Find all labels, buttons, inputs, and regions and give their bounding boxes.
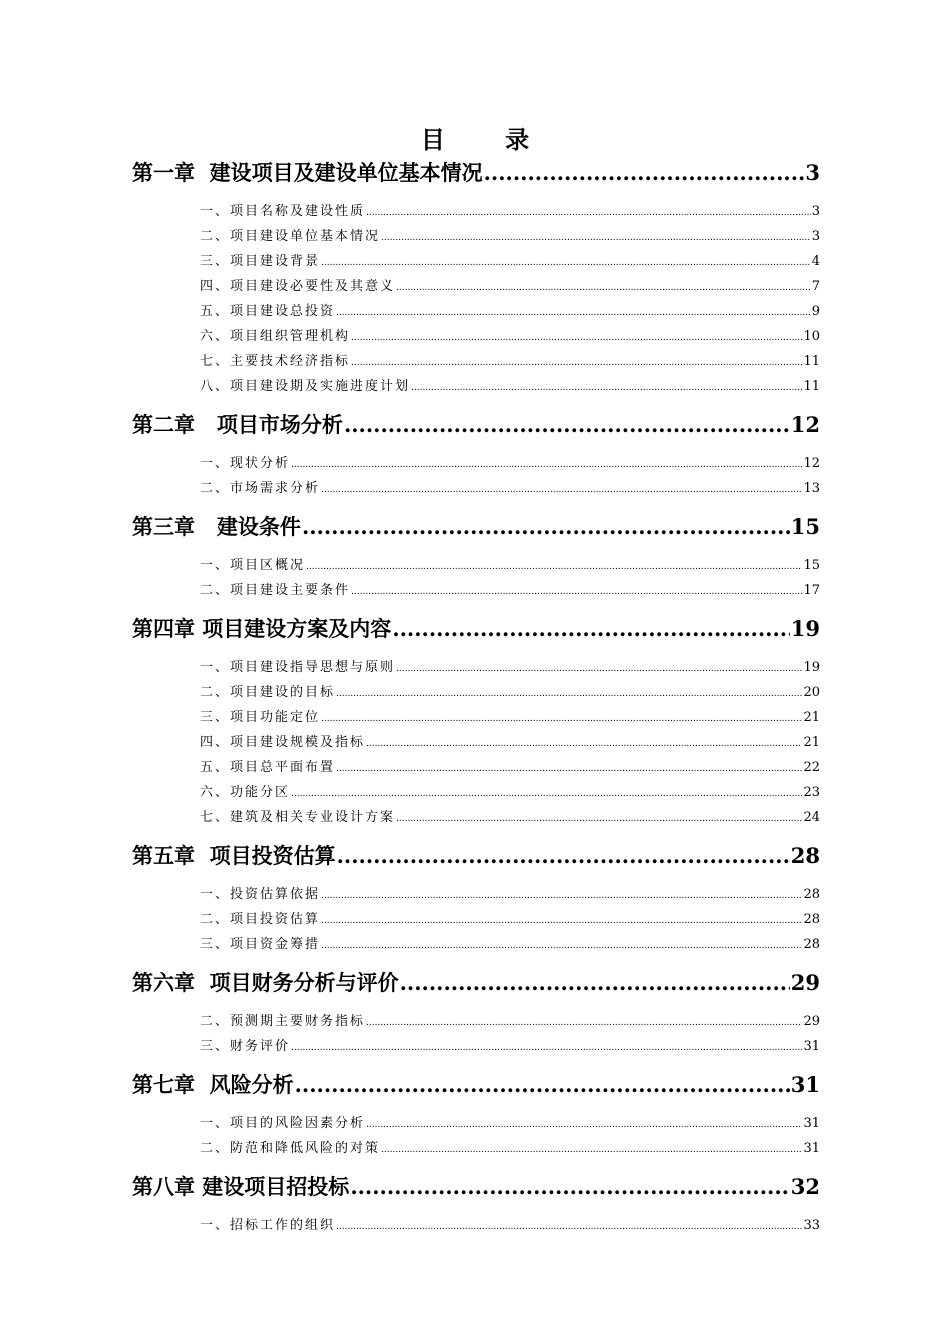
toc-section-entry[interactable] bbox=[132, 324, 820, 349]
section-title: 一、项目名称及建设性质 bbox=[200, 204, 366, 219]
chapter-page-number: 31 bbox=[790, 1072, 820, 1097]
leader-dots bbox=[351, 580, 802, 605]
chapter-page-number: 32 bbox=[790, 1174, 820, 1199]
section-title: 一、项目区概况 bbox=[200, 558, 306, 573]
chapter-page-number: 15 bbox=[790, 514, 820, 539]
leader-dots bbox=[336, 682, 802, 707]
leader-dots bbox=[336, 1215, 802, 1240]
section-title: 二、预测期主要财务指标 bbox=[200, 1014, 366, 1029]
leader-dots bbox=[336, 301, 811, 326]
toc-chapter-entry[interactable] bbox=[132, 407, 820, 443]
toc-section-entry[interactable] bbox=[132, 907, 820, 932]
section-page-number: 3 bbox=[811, 204, 820, 219]
section-page-number: 11 bbox=[803, 354, 820, 369]
section-page-number: 23 bbox=[803, 785, 820, 800]
leader-dots bbox=[321, 251, 811, 276]
section-title: 一、项目建设指导思想与原则 bbox=[200, 660, 396, 675]
leader-dots bbox=[396, 657, 802, 682]
section-page-number: 21 bbox=[803, 735, 820, 750]
toc-section-entry[interactable] bbox=[132, 1009, 820, 1034]
leader-dots bbox=[392, 611, 789, 647]
leader-dots bbox=[336, 757, 802, 782]
toc-section-entry[interactable] bbox=[132, 780, 820, 805]
section-page-number: 29 bbox=[803, 1014, 820, 1029]
toc-section-entry[interactable] bbox=[132, 705, 820, 730]
toc-section-entry[interactable] bbox=[132, 451, 820, 476]
toc-section-entry[interactable] bbox=[132, 274, 820, 299]
toc-section-entry[interactable] bbox=[132, 730, 820, 755]
section-page-number: 3 bbox=[811, 229, 820, 244]
leader-dots bbox=[351, 351, 802, 376]
section-title: 七、主要技术经济指标 bbox=[200, 354, 351, 369]
section-title: 三、项目建设背景 bbox=[200, 254, 321, 269]
section-page-number: 11 bbox=[803, 379, 820, 394]
toc-section-entry[interactable] bbox=[132, 578, 820, 603]
chapter-page-number: 28 bbox=[790, 843, 820, 868]
toc-chapter-entry[interactable] bbox=[132, 155, 820, 191]
section-page-number: 22 bbox=[803, 760, 820, 775]
leader-dots bbox=[350, 1169, 789, 1205]
section-page-number: 20 bbox=[803, 685, 820, 700]
toc-section-entry[interactable] bbox=[132, 932, 820, 957]
chapter-title: 第五章 项目投资估算 bbox=[132, 843, 336, 868]
toc-section-entry[interactable] bbox=[132, 476, 820, 501]
leader-dots bbox=[321, 909, 802, 934]
leader-dots bbox=[291, 1036, 802, 1061]
section-page-number: 31 bbox=[803, 1116, 820, 1131]
chapter-title: 第一章 建设项目及建设单位基本情况 bbox=[132, 160, 483, 185]
section-title: 四、项目建设规模及指标 bbox=[200, 735, 366, 750]
leader-dots bbox=[291, 453, 802, 478]
leader-dots bbox=[366, 1011, 802, 1036]
section-page-number: 17 bbox=[803, 583, 820, 598]
toc-section-entry[interactable] bbox=[132, 805, 820, 830]
leader-dots bbox=[411, 376, 802, 401]
section-page-number: 31 bbox=[803, 1039, 820, 1054]
section-page-number: 7 bbox=[811, 279, 820, 294]
section-title: 三、项目功能定位 bbox=[200, 710, 321, 725]
toc-section-entry[interactable] bbox=[132, 1213, 820, 1238]
toc-chapter-entry[interactable] bbox=[132, 1169, 820, 1205]
leader-dots bbox=[291, 782, 802, 807]
leader-dots bbox=[366, 732, 802, 757]
toc-section-entry[interactable] bbox=[132, 755, 820, 780]
toc-chapter-entry[interactable] bbox=[132, 509, 820, 545]
section-page-number: 21 bbox=[803, 710, 820, 725]
section-title: 三、财务评价 bbox=[200, 1039, 291, 1054]
leader-dots bbox=[321, 707, 802, 732]
leader-dots bbox=[295, 1067, 790, 1103]
toc-chapter-entry[interactable] bbox=[132, 611, 820, 647]
leader-dots bbox=[321, 478, 802, 503]
section-page-number: 28 bbox=[803, 937, 820, 952]
section-title: 八、项目建设期及实施进度计划 bbox=[200, 379, 411, 394]
section-title: 一、现状分析 bbox=[200, 456, 291, 471]
section-page-number: 4 bbox=[811, 254, 820, 269]
chapter-title: 第七章 风险分析 bbox=[132, 1072, 294, 1097]
section-page-number: 28 bbox=[803, 912, 820, 927]
leader-dots bbox=[400, 965, 790, 1001]
leader-dots bbox=[306, 555, 802, 580]
section-page-number: 24 bbox=[803, 810, 820, 825]
section-page-number: 9 bbox=[811, 304, 820, 319]
leader-dots bbox=[396, 276, 811, 301]
leader-dots bbox=[344, 407, 790, 443]
section-page-number: 31 bbox=[803, 1141, 820, 1156]
toc-section-entry[interactable] bbox=[132, 299, 820, 324]
toc-section-entry[interactable] bbox=[132, 249, 820, 274]
toc-section-entry[interactable] bbox=[132, 199, 820, 224]
toc-chapter-entry[interactable] bbox=[132, 838, 820, 874]
chapter-page-number: 3 bbox=[805, 160, 820, 185]
section-title: 一、招标工作的组织 bbox=[200, 1218, 336, 1233]
toc-section-entry[interactable] bbox=[132, 1136, 820, 1161]
section-page-number: 15 bbox=[803, 558, 820, 573]
section-title: 六、项目组织管理机构 bbox=[200, 329, 351, 344]
chapter-title: 第三章 建设条件 bbox=[132, 514, 301, 539]
chapter-title: 第四章 项目建设方案及内容 bbox=[132, 616, 392, 641]
leader-dots bbox=[484, 155, 805, 191]
section-title: 二、项目建设单位基本情况 bbox=[200, 229, 381, 244]
toc-section-entry[interactable] bbox=[132, 655, 820, 680]
toc-section-entry[interactable] bbox=[132, 224, 820, 249]
section-title: 六、功能分区 bbox=[200, 785, 291, 800]
leader-dots bbox=[396, 807, 802, 832]
toc-section-entry[interactable] bbox=[132, 882, 820, 907]
section-title: 二、项目投资估算 bbox=[200, 912, 321, 927]
chapter-title: 第六章 项目财务分析与评价 bbox=[132, 970, 399, 995]
section-title: 七、建筑及相关专业设计方案 bbox=[200, 810, 396, 825]
toc-title: 目 录 bbox=[420, 125, 556, 154]
section-page-number: 12 bbox=[803, 456, 820, 471]
section-page-number: 10 bbox=[803, 329, 820, 344]
section-title: 三、项目资金筹措 bbox=[200, 937, 321, 952]
leader-dots bbox=[351, 326, 802, 351]
section-title: 二、市场需求分析 bbox=[200, 481, 321, 496]
section-title: 一、项目的风险因素分析 bbox=[200, 1116, 366, 1131]
chapter-page-number: 19 bbox=[790, 616, 820, 641]
leader-dots bbox=[381, 226, 811, 251]
section-page-number: 33 bbox=[803, 1218, 820, 1233]
toc-section-entry[interactable] bbox=[132, 374, 820, 399]
section-title: 五、项目建设总投资 bbox=[200, 304, 336, 319]
toc-chapter-entry[interactable] bbox=[132, 1067, 820, 1103]
section-title: 二、项目建设的目标 bbox=[200, 685, 336, 700]
leader-dots bbox=[381, 1138, 802, 1163]
toc-section-entry[interactable] bbox=[132, 553, 820, 578]
section-page-number: 19 bbox=[803, 660, 820, 675]
toc-section-entry[interactable] bbox=[132, 1111, 820, 1136]
chapter-page-number: 29 bbox=[790, 970, 820, 995]
section-title: 二、防范和降低风险的对策 bbox=[200, 1141, 381, 1156]
section-title: 二、项目建设主要条件 bbox=[200, 583, 351, 598]
section-title: 五、项目总平面布置 bbox=[200, 760, 336, 775]
table-of-contents bbox=[132, 155, 820, 1238]
section-page-number: 13 bbox=[803, 481, 820, 496]
leader-dots bbox=[366, 201, 811, 226]
chapter-title: 第八章 建设项目招投标 bbox=[132, 1174, 350, 1199]
toc-chapter-entry[interactable] bbox=[132, 965, 820, 1001]
section-title: 一、投资估算依据 bbox=[200, 887, 321, 902]
chapter-title: 第二章 项目市场分析 bbox=[132, 412, 343, 437]
toc-section-entry[interactable] bbox=[132, 349, 820, 374]
section-title: 四、项目建设必要性及其意义 bbox=[200, 279, 396, 294]
toc-section-entry[interactable] bbox=[132, 1034, 820, 1059]
toc-section-entry[interactable] bbox=[132, 680, 820, 705]
section-page-number: 28 bbox=[803, 887, 820, 902]
chapter-page-number: 12 bbox=[790, 412, 820, 437]
leader-dots bbox=[366, 1113, 802, 1138]
leader-dots bbox=[321, 934, 802, 959]
leader-dots bbox=[302, 509, 790, 545]
leader-dots bbox=[321, 884, 802, 909]
leader-dots bbox=[337, 838, 790, 874]
